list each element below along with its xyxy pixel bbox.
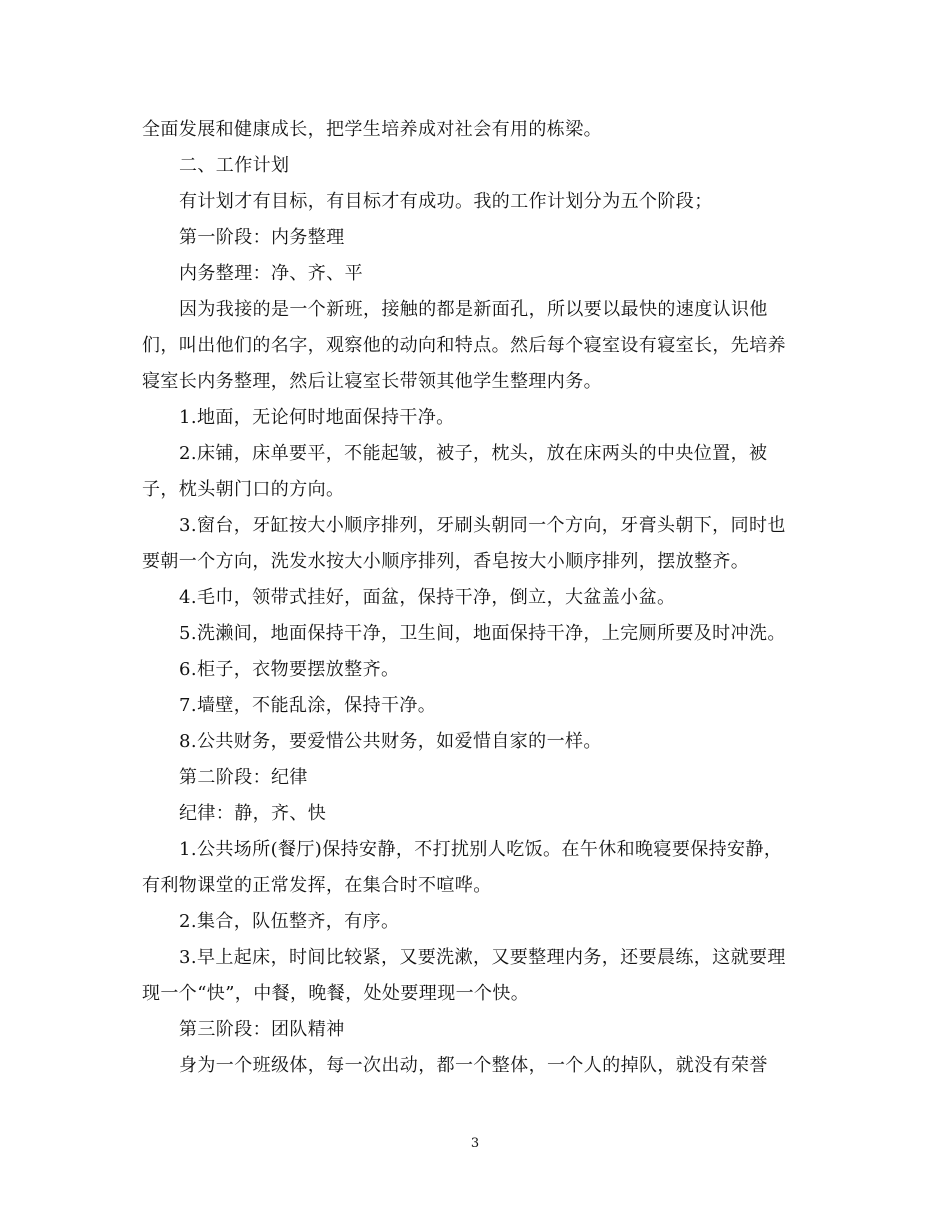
- text-line: 有计划才有目标，有目标才有成功。我的工作计划分为五个阶段；: [179, 191, 713, 212]
- text-line: 子，枕头朝门口的方向。: [142, 479, 345, 500]
- text-line: 有利物课堂的正常发挥，在集合时不喧哗。: [142, 875, 492, 896]
- page-number: 3: [470, 1136, 480, 1151]
- text-line: 寝室长内务整理，然后让寝室长带领其他学生整理内务。: [142, 371, 602, 392]
- text-line: 3.窗台，牙缸按大小顺序排列，牙刷头朝同一个方向，牙膏头朝下，同时也: [179, 515, 786, 536]
- text-line: 4.毛巾，领带式挂好，面盆，保持干净，倒立，大盆盖小盆。: [179, 587, 676, 608]
- text-line: 们，叫出他们的名字，观察他的动向和特点。然后每个寝室设有寝室长，先培养: [142, 335, 786, 356]
- text-line: 要朝一个方向，洗发水按大小顺序排列，香皂按大小顺序排列，摆放整齐。: [142, 551, 750, 572]
- text-line: 全面发展和健康成长，把学生培养成对社会有用的栋梁。: [142, 119, 602, 140]
- text-line: 现一个“快”，中餐，晚餐，处处要理现一个快。: [142, 983, 530, 1004]
- text-line: 二、工作计划: [179, 155, 290, 176]
- text-line: 5.洗濑间，地面保持干净，卫生间，地面保持干净，上完厕所要及时冲洗。: [179, 623, 786, 644]
- text-line: 2.床铺，床单要平，不能起皱，被子，枕头，放在床两头的中央位置，被: [179, 443, 768, 464]
- text-line: 2.集合，队伍整齐，有序。: [179, 911, 400, 932]
- text-line: 第三阶段：团队精神: [179, 1019, 345, 1040]
- text-line: 内务整理：净、齐、平: [179, 263, 363, 284]
- text-line: 第一阶段：内务整理: [179, 227, 345, 248]
- text-line: 身为一个班级体，每一次出动，都一个整体，一个人的掉队，就没有荣誉: [179, 1055, 768, 1076]
- page-body: [142, 112, 812, 1084]
- text-line: 7.墙壁，不能乱涂，保持干净。: [179, 695, 437, 716]
- text-line: 因为我接的是一个新班，接触的都是新面孔，所以要以最快的速度认识他: [179, 299, 768, 320]
- text-line: 1.地面，无论何时地面保持干净。: [179, 407, 455, 428]
- text-line: 3.早上起床，时间比较紧，又要洗漱，又要整理内务，还要晨练，这就要理: [179, 947, 786, 968]
- text-line: 1.公共场所(餐厅)保持安静，不打扰别人吃饭。在午休和晚寝要保持安静，: [179, 839, 783, 860]
- text-line: 6.柜子，衣物要摆放整齐。: [179, 659, 400, 680]
- text-line: 8.公共财务，要爱惜公共财务，如爱惜自家的一样。: [179, 731, 602, 752]
- text-line: 纪律：静，齐、快: [179, 803, 327, 824]
- text-line: 第二阶段：纪律: [179, 767, 308, 788]
